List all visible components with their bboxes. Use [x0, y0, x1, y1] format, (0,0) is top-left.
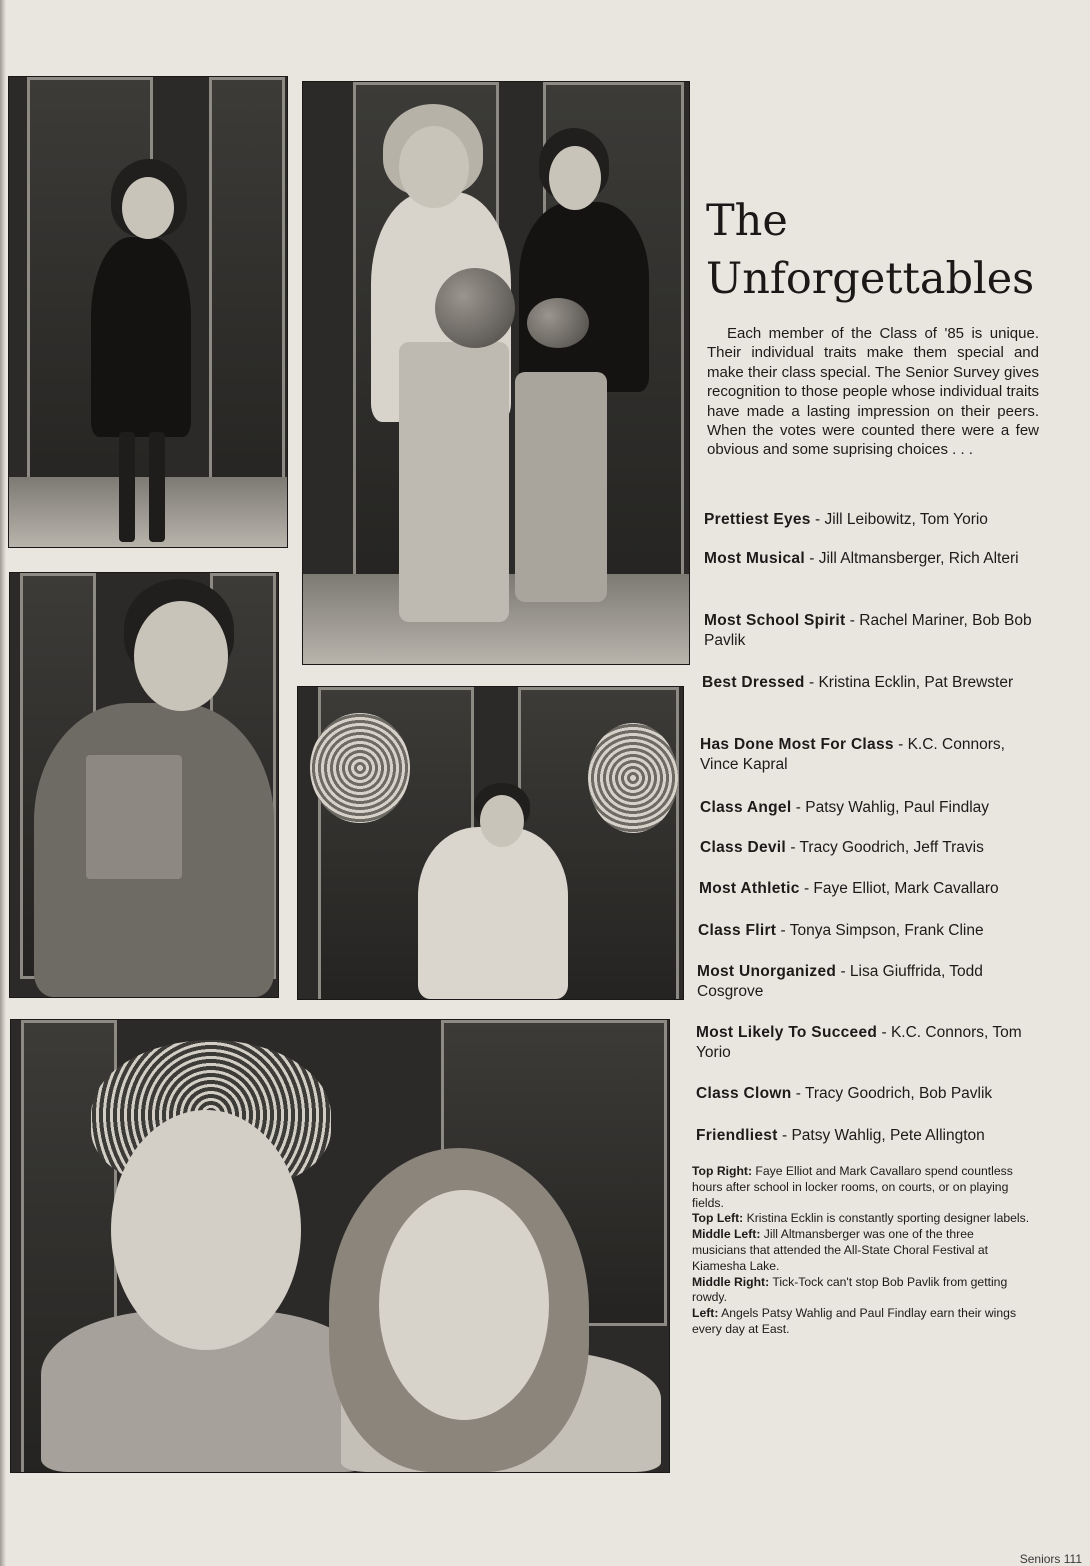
award-category: Most Athletic: [699, 880, 800, 897]
award-names: Tonya Simpson, Frank Cline: [789, 922, 984, 939]
award-category: Friendliest: [696, 1127, 778, 1144]
award-category: Most School Spirit: [704, 612, 846, 629]
award-item: Best Dressed - Kristina Ecklin, Pat Brewster: [702, 674, 1014, 691]
caption-text: Angels Patsy Wahlig and Paul Findlay earn their wings every day at East.: [692, 1306, 1017, 1336]
photo-captions: [692, 1164, 1030, 1338]
award-item: Most School Spirit - Rachel Mariner, Bob Bob Pavlik: [704, 612, 1032, 649]
award-item: Has Done Most For Class - K.C. Connors, Vince Kapral: [700, 736, 1005, 773]
award-item: Most Athletic - Faye Elliot, Mark Cavallaro: [699, 880, 999, 897]
award-item: Most Likely To Succeed - K.C. Connors, Tom Yorio: [696, 1024, 1022, 1061]
caption-label: Middle Right:: [692, 1274, 770, 1289]
award-item: Class Flirt - Tonya Simpson, Frank Cline: [698, 922, 984, 939]
award-names: Jill Altmansberger, Rich Alteri: [818, 550, 1019, 567]
caption-label: Top Left:: [692, 1211, 744, 1226]
award-item: Class Clown - Tracy Goodrich, Bob Pavlik: [696, 1085, 993, 1102]
caption-text: Faye Elliot and Mark Cavallaro spend countless hours after school in locker rooms, on courts, or on playing fields.: [692, 1164, 1013, 1210]
caption-label: Top Right:: [692, 1164, 753, 1178]
award-item: Prettiest Eyes - Jill Leibowitz, Tom Yorio: [704, 511, 988, 528]
award-category: Class Devil: [700, 839, 787, 856]
footer-section: Seniors: [1019, 1552, 1061, 1566]
award-item: Class Angel - Patsy Wahlig, Paul Findlay: [700, 799, 990, 816]
award-item: Friendliest - Patsy Wahlig, Pete Allington: [696, 1127, 985, 1144]
award-category: Class Angel: [700, 799, 792, 816]
caption-item: [692, 1164, 1030, 1211]
intro-paragraph: Each member of the Class of '85 is unique. Their individual traits make them special and make their class special. The Senior Survey gives recognition to those people whose individual traits have made a lasting impression on their peers. When the votes were counted there were a few obvious and some suprising choices . . .: [707, 325, 1039, 459]
caption-text: Tick-Tock can't stop Bob Pavlik from getting rowdy.: [692, 1274, 1008, 1305]
award-names: Patsy Wahlig, Pete Allington: [791, 1127, 985, 1144]
page-number: 111: [1063, 1552, 1082, 1566]
caption-item: [692, 1211, 1030, 1227]
award-category: Most Musical: [704, 550, 805, 567]
page-spine-shadow: [0, 0, 6, 1566]
award-names: Tracy Goodrich, Bob Pavlik: [804, 1085, 993, 1102]
award-category: Class Flirt: [698, 922, 777, 939]
award-category: Class Clown: [696, 1085, 792, 1102]
award-item: Class Devil - Tracy Goodrich, Jeff Travis: [700, 839, 984, 856]
photo-bottom-left: [10, 1019, 670, 1473]
award-item: Most Musical - Jill Altmansberger, Rich Alteri: [704, 550, 1019, 567]
photo-middle-right: [297, 686, 684, 1000]
award-names: Jill Leibowitz, Tom Yorio: [824, 511, 988, 528]
caption-label: Left:: [692, 1306, 719, 1321]
award-names: Kristina Ecklin, Pat Brewster: [818, 674, 1014, 691]
photo-top-left: [8, 76, 288, 548]
award-names: Lisa Giuffrida, Todd Cosgrove: [697, 963, 983, 1000]
title-line-2: Unforgettables: [706, 254, 1035, 304]
page-title: [706, 192, 1036, 308]
award-names: Faye Elliot, Mark Cavallaro: [813, 880, 999, 897]
caption-item: [692, 1227, 1030, 1274]
photo-top-right: [302, 81, 690, 665]
title-line-1: The: [706, 196, 788, 246]
award-item: Most Unorganized - Lisa Giuffrida, Todd Cosgrove: [697, 963, 983, 1000]
award-names: Tracy Goodrich, Jeff Travis: [799, 839, 984, 856]
award-names: Patsy Wahlig, Paul Findlay: [805, 799, 990, 816]
page-footer: [1020, 1552, 1082, 1566]
award-category: Most Likely To Succeed: [696, 1024, 878, 1041]
award-category: Prettiest Eyes: [704, 511, 811, 528]
award-category: Most Unorganized: [697, 963, 837, 980]
award-category: Best Dressed: [702, 674, 805, 691]
award-category: Has Done Most For Class: [700, 736, 894, 753]
photo-middle-left: [9, 572, 279, 998]
caption-label: Middle Left:: [692, 1227, 761, 1242]
caption-text: Kristina Ecklin is constantly sporting designer labels.: [746, 1211, 1030, 1226]
caption-text: Jill Altmansberger was one of the three musicians that attended the All-State Choral Festival at Kiamesha Lake.: [692, 1227, 989, 1273]
caption-item: [692, 1275, 1030, 1307]
caption-item: [692, 1306, 1030, 1338]
award-names: K.C. Connors, Vince Kapral: [700, 736, 1005, 773]
award-names: Rachel Mariner, Bob Bob Pavlik: [704, 612, 1032, 649]
award-names: K.C. Connors, Tom Yorio: [696, 1024, 1022, 1061]
